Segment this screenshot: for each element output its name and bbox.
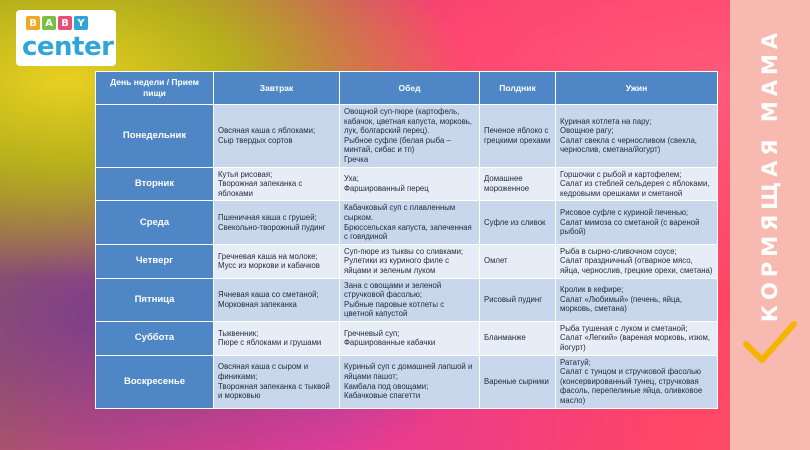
lunch-cell: Овощной суп-пюре (картофель, кабачок, цветная капуста, морковь, лук, болгарский перец). Рыбное суфле (белая рыба – минтай, сибас и тп) Гречка (340, 105, 480, 168)
day-cell: Четверг (96, 244, 214, 278)
breakfast-cell: Овсяная каша с сыром и финиками; Творожная запеканка с тыквой и морковью (214, 355, 340, 408)
day-cell: Суббота (96, 321, 214, 355)
logo-block-a: A (42, 16, 56, 30)
day-cell: Среда (96, 201, 214, 244)
day-cell: Вторник (96, 167, 214, 201)
dinner-cell: Рататуй; Салат с тунцом и стручковой фасолью (консервированный тунец, стручковая фасоль, перепелиные яйца, оливковое масло) (556, 355, 718, 408)
snack-cell: Бланманже (480, 321, 556, 355)
table-row (96, 167, 718, 201)
lunch-cell: Кабачковый суп с плавленным сырком. Брюссельская капуста, запеченная с говядиной (340, 201, 480, 244)
breakfast-cell: Кутья рисовая; Творожная запеканка с яблоками (214, 167, 340, 201)
snack-cell: Омлет (480, 244, 556, 278)
header-day: День недели / Прием пищи (96, 72, 214, 105)
logo-center-text: center (22, 32, 114, 62)
header-snack: Полдник (480, 72, 556, 105)
sidebar-title: КОРМЯЩАЯ МАМА (758, 27, 782, 323)
day-cell: Понедельник (96, 105, 214, 168)
breakfast-cell: Гречневая каша на молоке; Мусс из моркови и кабачков (214, 244, 340, 278)
checkmark-icon (742, 318, 798, 366)
logo-block-b2: B (58, 16, 72, 30)
lunch-cell: Гречневый суп; Фаршированные кабачки (340, 321, 480, 355)
table-row (96, 278, 718, 321)
logo-block-b1: B (26, 16, 40, 30)
day-cell: Воскресенье (96, 355, 214, 408)
table-row (96, 355, 718, 408)
logo-block-y: Y (74, 16, 88, 30)
breakfast-cell: Овсяная каша с яблоками; Сыр твердых сортов (214, 105, 340, 168)
lunch-cell: Суп-пюре из тыквы со сливками; Рулетики из куриного филе с яйцами и зеленым луком (340, 244, 480, 278)
breakfast-cell: Ячневая каша со сметаной; Морковная запеканка (214, 278, 340, 321)
sidebar-banner (730, 0, 810, 450)
table-row (96, 321, 718, 355)
lunch-cell: Уха; Фаршированный перец (340, 167, 480, 201)
dinner-cell: Рыба тушеная с луком и сметаной; Салат «Легкий» (вареная морковь, изюм, йогурт) (556, 321, 718, 355)
table-header-row (96, 72, 718, 105)
snack-cell: Рисовый пудинг (480, 278, 556, 321)
snack-cell: Суфле из сливок (480, 201, 556, 244)
header-lunch: Обед (340, 72, 480, 105)
babycenter-logo (16, 10, 116, 66)
meal-plan-table (95, 71, 717, 409)
table-row (96, 105, 718, 168)
dinner-cell: Кролик в кефире; Салат «Любимый» (печень, яйца, морковь, сметана) (556, 278, 718, 321)
table-row (96, 244, 718, 278)
lunch-cell: Зана с овощами и зеленой стручковой фасолью; Рыбные паровые котлеты с цветной капустой (340, 278, 480, 321)
dinner-cell: Куриная котлета на пару; Овощное рагу; Салат свекла с черносливом (свекла, чернослив, сметана/йогурт) (556, 105, 718, 168)
snack-cell: Вареные сырники (480, 355, 556, 408)
day-cell: Пятница (96, 278, 214, 321)
header-breakfast: Завтрак (214, 72, 340, 105)
logo-baby-blocks (26, 16, 88, 30)
breakfast-cell: Пшеничная каша с грушей; Свекольно-творожный пудинг (214, 201, 340, 244)
dinner-cell: Горшочки с рыбой и картофелем; Салат из стеблей сельдерея с яблоками, кедровыми орешками и сметаной (556, 167, 718, 201)
header-dinner: Ужин (556, 72, 718, 105)
breakfast-cell: Тыквенник; Пюре с яблоками и грушами (214, 321, 340, 355)
table-row (96, 201, 718, 244)
dinner-cell: Рисовое суфле с куриной печенью; Салат мимоза со сметаной (с вареной рыбой) (556, 201, 718, 244)
lunch-cell: Куриный суп с домашней лапшой и яйцами пашот; Камбала под овощами; Кабачковые спагетти (340, 355, 480, 408)
snack-cell: Печеное яблоко с грецкими орехами (480, 105, 556, 168)
snack-cell: Домашнее мороженное (480, 167, 556, 201)
dinner-cell: Рыба в сырно-сливочном соусе; Салат праздничный (отварное мясо, яйца, чернослив, грецкие орехи, сметана) (556, 244, 718, 278)
